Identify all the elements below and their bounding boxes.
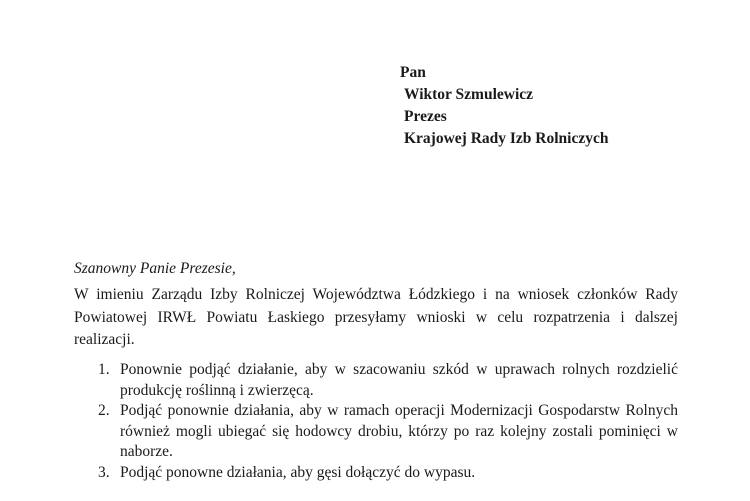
recipient-title: Pan [400,64,426,81]
recipient-organization: Krajowej Rady Izb Rolniczych [404,130,609,147]
recipient-position: Prezes [404,108,447,125]
request-text: Podjąć ponowne działania, aby gęsi dołączyć do wypasu. [120,463,476,481]
request-item-1 [74,360,678,401]
request-number: 2. [98,402,110,419]
request-text: Ponownie podjąć działanie, aby w szacowaniu szkód w uprawach rolnych rozdzielić produkcję roślinną i zwierzęcą. [120,361,678,399]
request-item-3 [74,463,678,484]
request-text: Podjąć ponownie działania, aby w ramach operacji Modernizacji Gospodarstw Rolnych również mogli ubiegać się hodowcy drobiu, którzy po raz kolejny zostali pominięci w naborze. [120,402,678,460]
request-item-2 [74,401,678,463]
letter-salutation: Szanowny Panie Prezesie, [74,260,236,277]
request-number: 3. [98,463,110,481]
recipient-name: Wiktor Szmulewicz [404,86,534,103]
letter-intro-paragraph: W imieniu Zarządu Izby Rolniczej Województwa Łódzkiego i na wniosek członków Rady Powiatowej IRWŁ Powiatu Łaskiego przesyłamy wnioski w celu rozpatrzenia i dalszej realizacji. [74,286,678,348]
requests-list [74,360,678,483]
recipient-block [400,62,609,150]
request-number: 1. [98,361,110,378]
